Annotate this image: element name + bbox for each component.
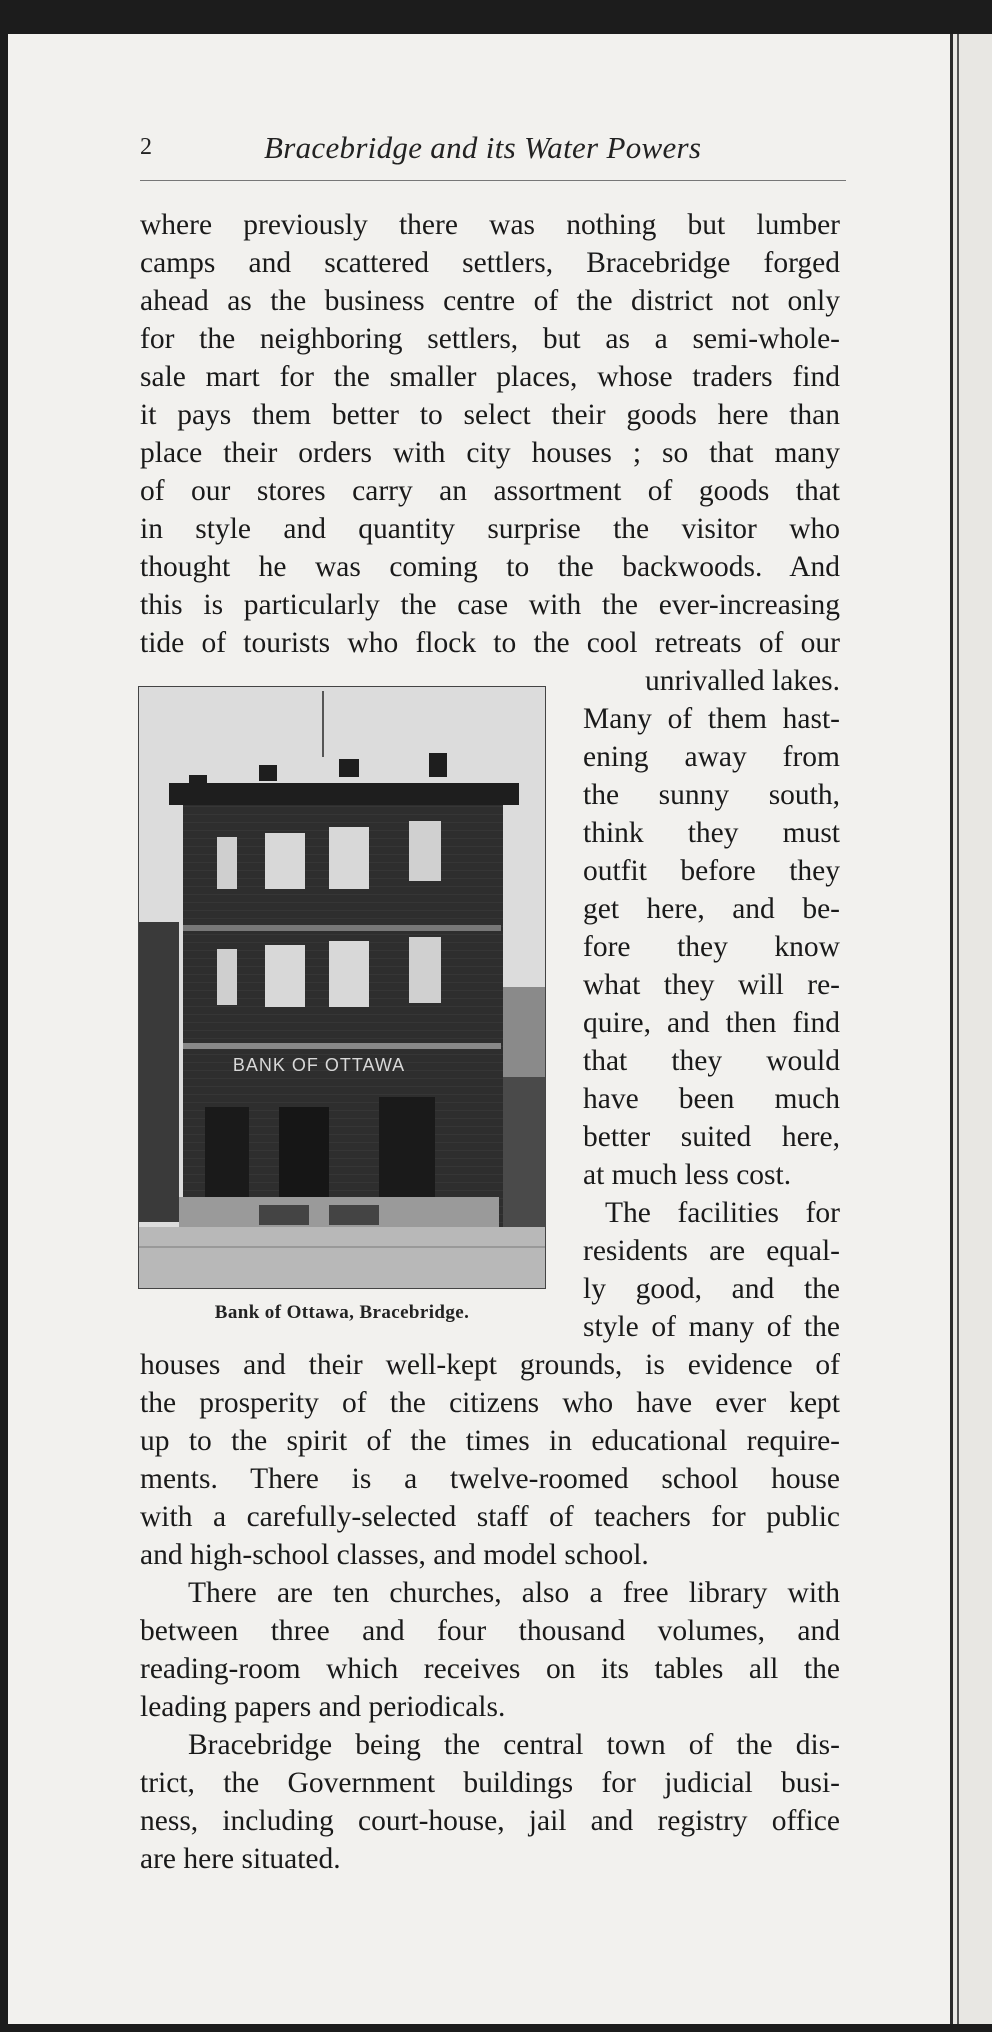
text-line: There are ten churches, also a free library with [188,1577,840,1609]
text-line: sale mart for the smaller places, whose traders find [140,361,840,393]
text-line: reading-room which receives on its tables all the [140,1653,840,1685]
text-line: style of many of the [583,1311,840,1343]
text-line: ments. There is a twelve-roomed school house [140,1463,840,1495]
text-line: houses and their well-kept grounds, is evidence of [140,1349,840,1381]
text-line: this is particularly the case with the ever-increasing [140,589,840,621]
text-line: place their orders with city houses ; so that many [140,437,840,469]
text-line: what they will re- [583,969,840,1001]
text-line: the prosperity of the citizens who have ever kept [140,1387,840,1419]
text-line: residents are equal- [583,1235,840,1267]
text-line: ahead as the business centre of the district not only [140,285,840,317]
text-line: ly good, and the [583,1273,840,1305]
text-line: that they would [583,1045,840,1077]
bank-building-illustration [139,687,545,1288]
text-line: thought he was coming to the backwoods. And [140,551,840,583]
text-line: are here situated. [140,1843,341,1875]
bank-sign: BANK OF OTTAWA [232,1055,406,1075]
text-line: think they must [583,817,840,849]
text-line: with a carefully-selected staff of teachers for public [140,1501,840,1533]
text-line: get here, and be- [583,893,840,925]
text-line: Many of them hast- [583,703,840,735]
text-line: leading papers and periodicals. [140,1691,506,1723]
text-line: Bracebridge being the central town of the dis- [188,1729,840,1761]
page-number: 2 [140,134,152,160]
text-line: between three and four thousand volumes, and [140,1615,840,1647]
text-line: at much less cost. [583,1159,792,1191]
header-rule [140,180,846,181]
text-line: where previously there was nothing but lumber [140,209,840,241]
bank-photo [138,686,546,1289]
next-page-edge [953,34,992,2024]
page-header [140,130,846,170]
text-line: of our stores carry an assortment of goods that [140,475,840,507]
text-line: up to the spirit of the times in educational require- [140,1425,840,1457]
running-title: Bracebridge and its Water Powers [264,130,702,165]
text-line: the sunny south, [583,779,840,811]
text-line: in style and quantity surprise the visitor who [140,513,840,545]
text-line: camps and scattered settlers, Bracebridge forged [140,247,840,279]
text-line: The facilities for [605,1197,840,1229]
text-line: outfit before they [583,855,840,887]
text-line: ness, including court-house, jail and registry office [140,1805,840,1837]
figure-caption: Bank of Ottawa, Bracebridge. [214,1302,470,1323]
text-line: it pays them better to select their goods here than [140,399,840,431]
text-line: have been much [583,1083,840,1115]
text-line: tide of tourists who flock to the cool retreats of our [140,627,840,659]
text-line: trict, the Government buildings for judicial busi- [140,1767,840,1799]
text-line: unrivalled lakes. [645,665,840,697]
text-line: quire, and then find [583,1007,840,1039]
text-line: ening away from [583,741,840,773]
text-line: and high-school classes, and model school. [140,1539,649,1571]
text-line: fore they know [583,931,840,963]
text-line: for the neighboring settlers, but as a semi-whole- [140,323,840,355]
text-line: better suited here, [583,1121,840,1153]
